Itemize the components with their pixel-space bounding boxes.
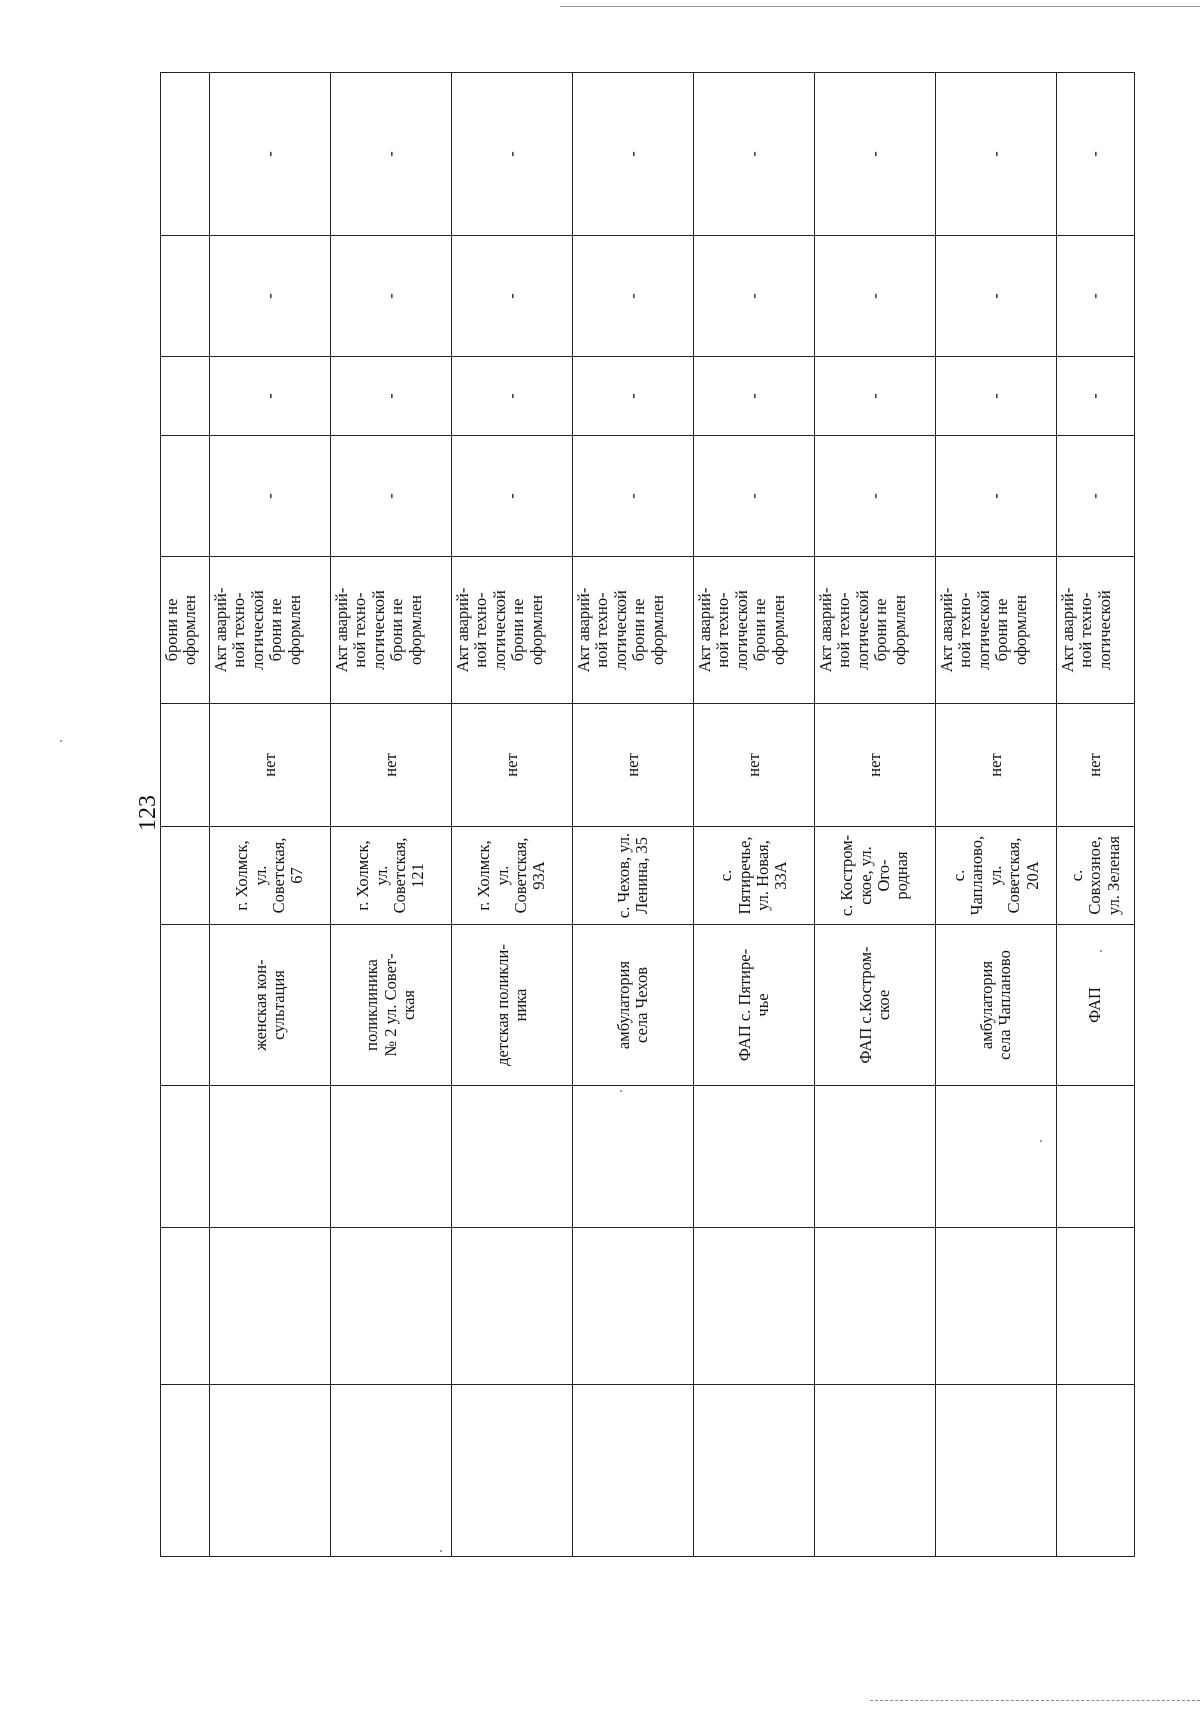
cell-name: амбулатория села Чехов xyxy=(573,925,694,1086)
cell-empty-c xyxy=(694,1086,815,1228)
cell-col8: - xyxy=(815,73,936,236)
cell-act: Акт аварий- ной техно- логической брони не оформлен xyxy=(936,557,1057,704)
cell-empty-c xyxy=(1057,1086,1135,1228)
cell-address xyxy=(161,827,210,925)
cell-col7: - xyxy=(1057,236,1135,357)
cell-status: нет xyxy=(573,704,694,827)
cell-address: с. Совхозное, ул. Зеленая xyxy=(1057,827,1135,925)
cell-col7: - xyxy=(573,236,694,357)
cell-col8: - xyxy=(694,73,815,236)
cell-empty-b xyxy=(331,1228,452,1385)
scan-speck xyxy=(60,740,62,742)
cell-empty-b xyxy=(936,1228,1057,1385)
cell-col8: - xyxy=(331,73,452,236)
cell-empty-a xyxy=(1057,1385,1135,1557)
table-row xyxy=(452,73,573,1557)
cell-act: Акт аварий- ной техно- логической брони не оформлен xyxy=(452,557,573,704)
cell-col5: - xyxy=(210,436,331,557)
cell-status: нет xyxy=(452,704,573,827)
cell-act: Акт аварий- ной техно- логической xyxy=(1057,557,1135,704)
cell-col5: - xyxy=(815,436,936,557)
cell-col6: - xyxy=(452,357,573,436)
cell-address: с. Чапланово, ул. Советская, 20А xyxy=(936,827,1057,925)
cell-empty-c xyxy=(331,1086,452,1228)
cell-status: нет xyxy=(936,704,1057,827)
cell-name xyxy=(161,925,210,1086)
cell-empty-a xyxy=(936,1385,1057,1557)
scan-speck xyxy=(1100,950,1102,952)
table-row xyxy=(573,73,694,1557)
cell-act: Акт аварий- ной техно- логической брони не оформлен xyxy=(815,557,936,704)
cell-name: ФАП с.Костром- ское xyxy=(815,925,936,1086)
table-row xyxy=(694,73,815,1557)
cell-col5 xyxy=(161,436,210,557)
cell-col8: - xyxy=(573,73,694,236)
cell-empty-c xyxy=(452,1086,573,1228)
table-row xyxy=(210,73,331,1557)
cell-status: нет xyxy=(694,704,815,827)
cell-act: Акт аварий- ной техно- логической брони не оформлен xyxy=(210,557,331,704)
cell-col5: - xyxy=(1057,436,1135,557)
cell-col8: - xyxy=(1057,73,1135,236)
cell-empty-b xyxy=(1057,1228,1135,1385)
cell-status xyxy=(161,704,210,827)
scan-edge-bottom xyxy=(870,1700,1200,1701)
cell-name: ФАП с. Пятире- чье xyxy=(694,925,815,1086)
cell-empty-b xyxy=(694,1228,815,1385)
cell-name: поликлиника № 2 ул. Совет- ская xyxy=(331,925,452,1086)
cell-col6: - xyxy=(1057,357,1135,436)
cell-name: женская кон- сультация xyxy=(210,925,331,1086)
facilities-table xyxy=(160,72,1135,1557)
cell-col5: - xyxy=(694,436,815,557)
page-number: 123 xyxy=(134,795,161,831)
cell-address: г. Холмск, ул. Советская, 93А xyxy=(452,827,573,925)
cell-empty-b xyxy=(573,1228,694,1385)
cell-empty-b xyxy=(815,1228,936,1385)
cell-empty-c xyxy=(936,1086,1057,1228)
cell-empty-b xyxy=(452,1228,573,1385)
cell-status: нет xyxy=(210,704,331,827)
cell-empty-a xyxy=(331,1385,452,1557)
cell-empty-b xyxy=(161,1228,210,1385)
cell-empty-a xyxy=(694,1385,815,1557)
scan-speck xyxy=(620,1090,622,1092)
cell-act: брони не оформлен xyxy=(161,557,210,704)
cell-name: амбулатория села Чапланово xyxy=(936,925,1057,1086)
cell-status: нет xyxy=(1057,704,1135,827)
cell-status: нет xyxy=(815,704,936,827)
cell-address: с. Костром- ское, ул. Ого- родная xyxy=(815,827,936,925)
cell-empty-a xyxy=(452,1385,573,1557)
cell-col5: - xyxy=(331,436,452,557)
cell-col5: - xyxy=(936,436,1057,557)
cell-col6 xyxy=(161,357,210,436)
cell-empty-c xyxy=(210,1086,331,1228)
cell-col7: - xyxy=(210,236,331,357)
scan-speck xyxy=(440,1550,442,1552)
cell-empty-a xyxy=(573,1385,694,1557)
cell-empty-c xyxy=(161,1086,210,1228)
cell-address: г. Холмск, ул. Советская, 67 xyxy=(210,827,331,925)
cell-empty-a xyxy=(161,1385,210,1557)
rotated-table-content xyxy=(160,73,1123,1557)
cell-col6: - xyxy=(331,357,452,436)
cell-empty-a xyxy=(815,1385,936,1557)
table-row xyxy=(331,73,452,1557)
cell-col7: - xyxy=(331,236,452,357)
cell-col5: - xyxy=(573,436,694,557)
cell-empty-c xyxy=(573,1086,694,1228)
cell-col8: - xyxy=(210,73,331,236)
cell-col7: - xyxy=(694,236,815,357)
cell-address: с. Пятиречье, ул. Новая, 33А xyxy=(694,827,815,925)
table-row xyxy=(1057,73,1135,1557)
cell-col6: - xyxy=(694,357,815,436)
cell-col7: - xyxy=(936,236,1057,357)
table-row-continuation xyxy=(161,73,210,1557)
cell-col6: - xyxy=(815,357,936,436)
cell-empty-c xyxy=(815,1086,936,1228)
scan-edge-top xyxy=(560,0,1200,7)
cell-col8: - xyxy=(936,73,1057,236)
cell-col6: - xyxy=(573,357,694,436)
cell-col5: - xyxy=(452,436,573,557)
table-row xyxy=(815,73,936,1557)
rotated-table-frame xyxy=(160,73,1123,1557)
cell-address: с. Чехов, ул. Ленина, 35 xyxy=(573,827,694,925)
cell-address: г. Холмск, ул. Советская, 121 xyxy=(331,827,452,925)
cell-empty-a xyxy=(210,1385,331,1557)
table-body xyxy=(161,73,1135,1557)
cell-status: нет xyxy=(331,704,452,827)
cell-col6: - xyxy=(936,357,1057,436)
cell-name: детская поликли- ника xyxy=(452,925,573,1086)
cell-col7 xyxy=(161,236,210,357)
scan-speck xyxy=(1040,1140,1042,1142)
cell-act: Акт аварий- ной техно- логической брони не оформлен xyxy=(694,557,815,704)
cell-col7: - xyxy=(815,236,936,357)
cell-empty-b xyxy=(210,1228,331,1385)
cell-col8 xyxy=(161,73,210,236)
cell-col7: - xyxy=(452,236,573,357)
cell-col6: - xyxy=(210,357,331,436)
cell-act: Акт аварий- ной техно- логической брони не оформлен xyxy=(573,557,694,704)
cell-name: ФАП xyxy=(1057,925,1135,1086)
table-row xyxy=(936,73,1057,1557)
cell-col8: - xyxy=(452,73,573,236)
cell-act: Акт аварий- ной техно- логической брони не оформлен xyxy=(331,557,452,704)
